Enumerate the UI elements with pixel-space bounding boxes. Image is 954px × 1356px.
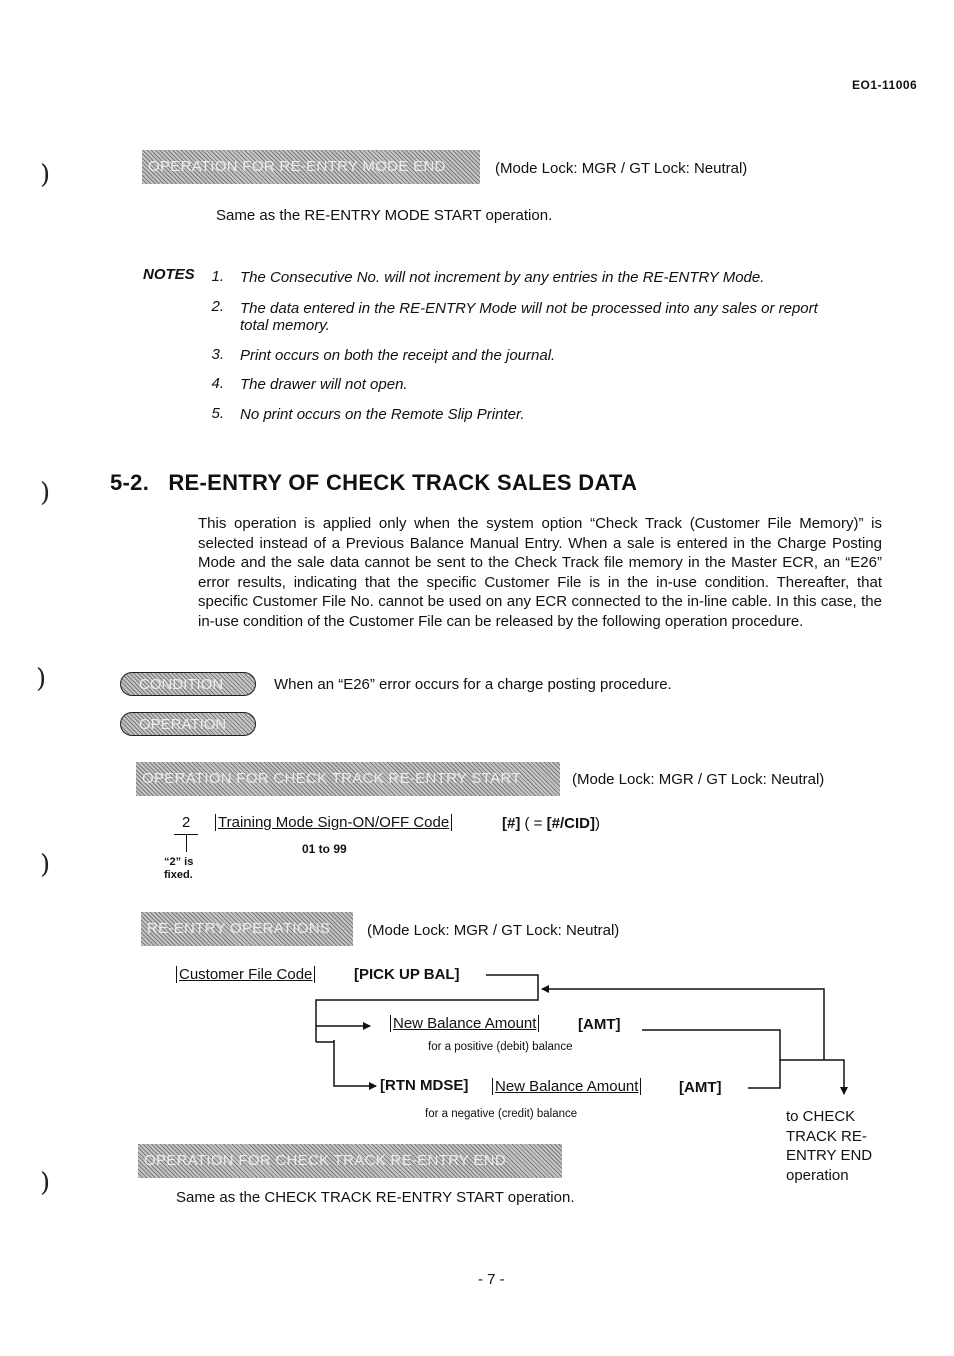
reentry-mode-end-mode-lock: (Mode Lock: MGR / GT Lock: Neutral) [495,160,748,177]
fixed-digit: 2 [182,814,191,831]
training-mode-code-field: Training Mode Sign-ON/OFF Code [215,814,452,831]
hash-key: [#] [502,815,521,832]
reentry-mode-end-text: Same as the RE-ENTRY MODE START operation. [216,207,553,224]
note-text: The drawer will not open. [240,376,408,393]
note-number: 1. [211,268,224,285]
binding-mark: ) [40,160,51,190]
binding-mark: ) [40,850,51,880]
flow-arrow [334,1040,376,1086]
flow-arrow [542,989,824,1060]
note-text: No print occurs on the Remote Slip Printer. [240,406,525,423]
note-number: 5. [211,405,224,422]
binding-mark: ) [36,664,47,694]
positive-balance-note: for a positive (debit) balance [428,1041,573,1053]
flow-arrow [748,1060,844,1094]
note-text-continued: total memory. [240,317,330,334]
reentry-operations-header: RE-ENTRY OPERATIONS [141,912,353,946]
new-balance-amount-field: New Balance Amount [492,1078,641,1095]
check-track-start-header: OPERATION FOR CHECK TRACK RE-ENTRY START [136,762,560,796]
fixed-note: “2” is fixed. [164,856,194,881]
flow-line [316,975,538,1042]
check-track-end-text: Same as the CHECK TRACK RE-ENTRY START operation. [176,1189,575,1206]
rtn-mdse-key: [RTN MDSE] [380,1077,469,1094]
binding-mark: ) [40,1168,51,1198]
amt-key: [AMT] [578,1016,621,1033]
section-title: 5-2. RE-ENTRY OF CHECK TRACK SALES DATA [110,470,638,495]
document-id: EO1-11006 [852,78,918,92]
notes-label: NOTES [143,266,195,283]
to-check-track-end-note: to CHECK TRACK RE- ENTRY END operation [786,1108,873,1184]
new-balance-amount-field: New Balance Amount [390,1015,539,1032]
condition-text: When an “E26” error occurs for a charge posting procedure. [274,676,672,693]
flow-line [642,1030,780,1060]
hash-key-expression: [#] ( = [#/CID]) [502,815,600,832]
note-number: 2. [211,298,224,315]
condition-label: CONDITION [120,672,256,696]
note-text: The Consecutive No. will not increment by any entries in the RE-ENTRY Mode. [240,269,765,286]
operation-label: OPERATION [120,712,256,736]
binding-mark: ) [40,478,51,508]
note-text: The data entered in the RE-ENTRY Mode will not be processed into any sales or report [240,300,818,317]
check-track-end-header: OPERATION FOR CHECK TRACK RE-ENTRY END [138,1144,562,1178]
pick-up-bal-key: [PICK UP BAL] [354,966,460,983]
section-paragraph: This operation is applied only when the system option “Check Track (Customer File Memory)” is selected instead of a Previous Balance Manual Entry. When a sale is entered in the Charge Posting Mode and the sale data cannot be sent to the Check Track file memory in the Master ECR, an “E26” error results, indicating that the specific Customer File is in the in-use condition. Thereafter, that specific Customer File No. cannot be used on any ECR connected to the in-line cable. In this case, the in-use condition of the Customer File can be released by the following operation procedure. [198,515,882,630]
hash-cid-key: [#/CID] [546,815,595,832]
negative-balance-note: for a negative (credit) balance [425,1108,578,1120]
check-track-start-mode-lock: (Mode Lock: MGR / GT Lock: Neutral) [572,771,825,788]
reentry-operations-mode-lock: (Mode Lock: MGR / GT Lock: Neutral) [367,922,620,939]
reentry-mode-end-header: OPERATION FOR RE-ENTRY MODE END [142,150,480,184]
code-range: 01 to 99 [302,842,347,856]
page-number: - 7 - [478,1271,505,1288]
note-number: 3. [211,346,224,363]
note-text: Print occurs on both the receipt and the journal. [240,347,556,364]
customer-file-code-field: Customer File Code [176,966,315,983]
note-number: 4. [211,375,224,392]
amt-key: [AMT] [679,1079,722,1096]
